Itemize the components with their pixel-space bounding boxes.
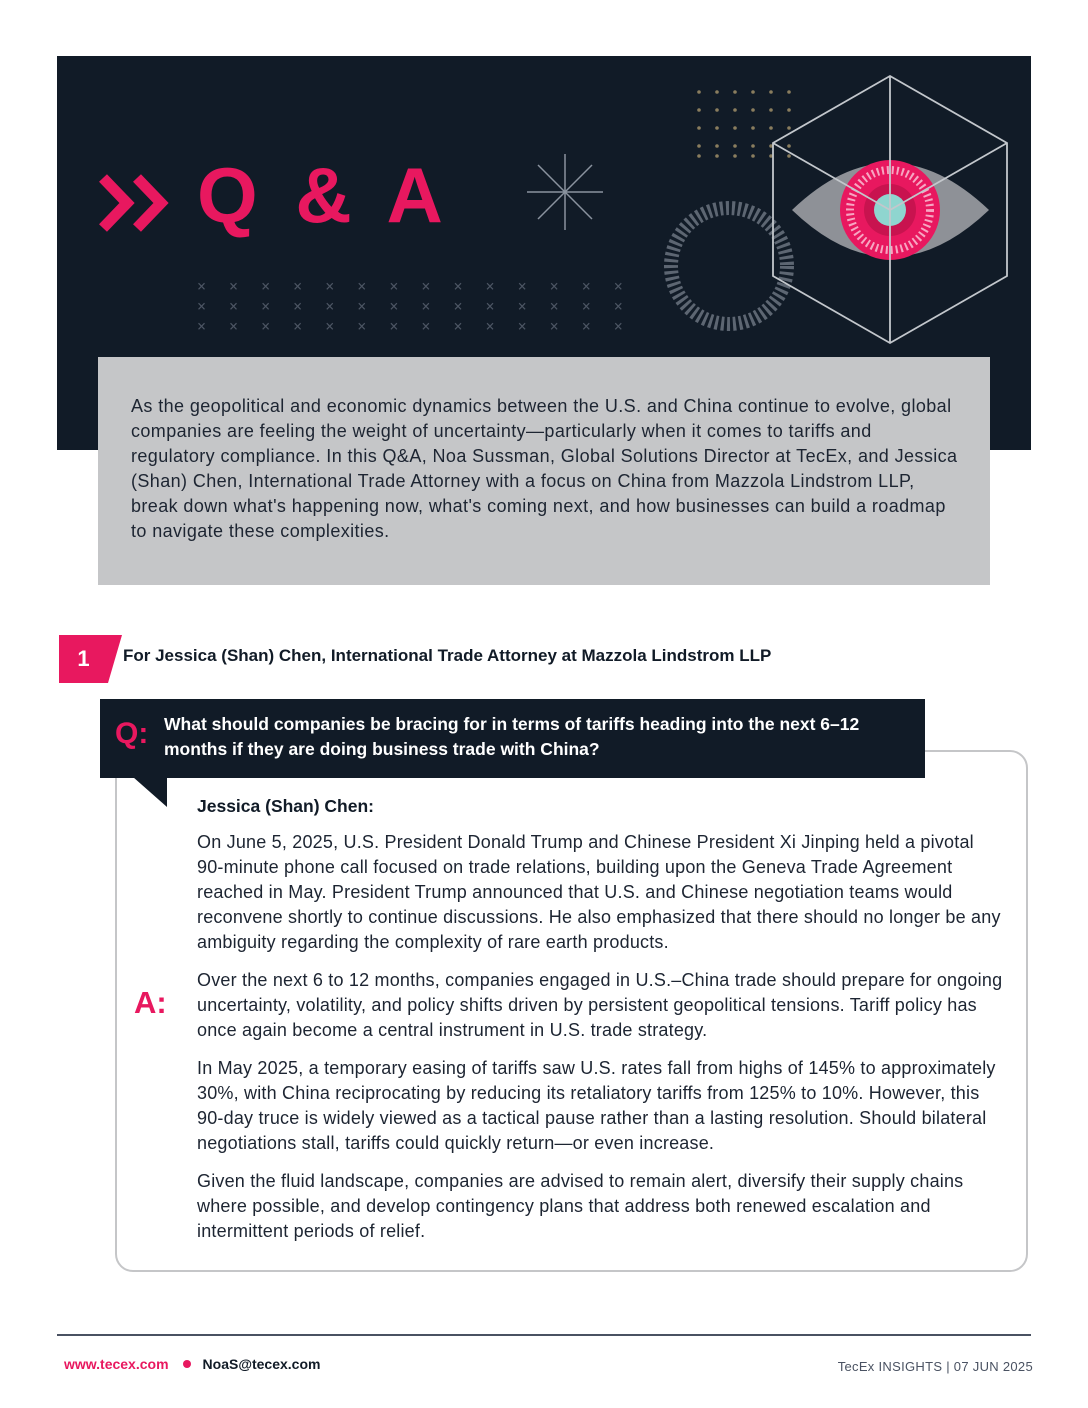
answer-paragraph: In May 2025, a temporary easing of tariffs saw U.S. rates fall from highs of 145% to approximately 30%, with China reciprocating by reducing its retaliatory tariffs from 125% to 10%. However, this 90-day truce is widely viewed as a tactical pause rather than a lasting resolution. Should bilateral negotiations stall, tariffs could quickly return—or even increase. [197,1058,996,1153]
answer-paragraph: On June 5, 2025, U.S. President Donald Trump and Chinese President Xi Jinping held a pivotal 90-minute phone call focused on trade relations, building upon the Geneva Trade Agreement reached in May. President Trump announced that U.S. and Chinese negotiation teams would reconvene shortly to continue discussions. He also emphasized that there should no longer be any ambiguity regarding the complexity of rare earth products. [197,832,1001,952]
answer-content [197,796,1003,1257]
publication-info: TecEx INSIGHTS | 07 JUN 2025 [837,1359,1033,1374]
bullet-dot-icon [183,1360,191,1368]
dot-grid-decoration [697,90,791,158]
website-link[interactable]: www.tecex.com [64,1356,169,1372]
footer-contacts [64,1356,320,1372]
dashed-ring-decoration [671,208,787,324]
question-box [100,699,925,778]
question-label: Q: [115,717,149,750]
sparkle-icon [527,154,603,230]
page-title: Q & A [197,151,451,239]
question-text: What should companies be bracing for in terms of tariffs heading into the next 6–12 months if they are doing business trade with China? [164,714,860,759]
answer-label: A: [134,985,167,1020]
x-pattern-decoration: × × × × × × × × × × × × × × × × × × × × × × × × × × × × × × × × × × × × × × × × × × [197,277,630,335]
intro-text: As the geopolitical and economic dynamics between the U.S. and China continue to evolve, global companies are feeling the weight of uncertainty—particularly when it comes to tariffs and regulatory compliance. In this Q&A, Noa Sussman, Global Solutions Director at TecEx, and Jessica (Shan) Chen, International Trade Attorney with a focus on China from Mazzola Lindstrom LLP, break down what's happening now, what's coming next, and how businesses can build a roadmap to navigate these complexities. [131,396,958,541]
email-link[interactable]: NoaS@tecex.com [202,1356,321,1372]
answer-paragraph: Over the next 6 to 12 months, companies engaged in U.S.–China trade should prepare for ongoing uncertainty, volatility, and policy shifts driven by persistent geopolitical tensions. Tariff policy has once again become a central instrument in U.S. trade strategy. [197,970,1003,1040]
section-heading: For Jessica (Shan) Chen, International Trade Attorney at Mazzola Lindstrom LLP [123,646,772,665]
answer-speaker: Jessica (Shan) Chen: [197,796,374,816]
intro-box [98,357,990,585]
section-number-badge: 1 [59,635,108,683]
footer-divider [57,1334,1031,1336]
speech-bubble-tail [133,777,167,807]
answer-paragraph: Given the fluid landscape, companies are advised to remain alert, diversify their supply chains where possible, and develop contingency plans that address both renewed escalation and intermittent periods of relief. [197,1171,964,1241]
